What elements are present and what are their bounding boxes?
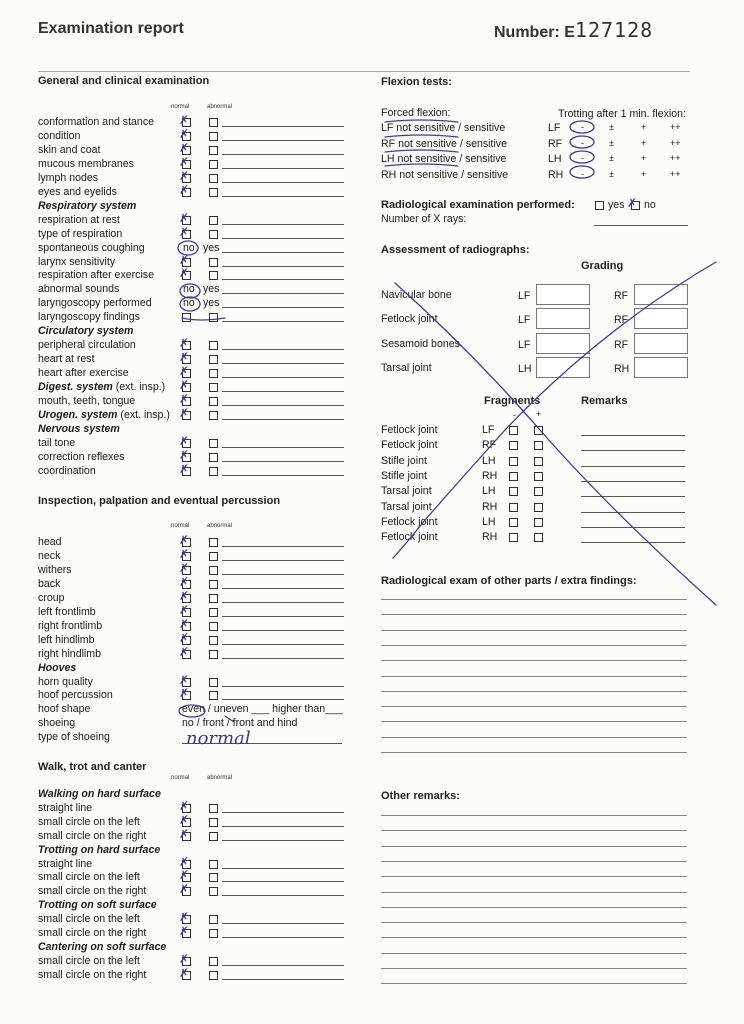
check-mark-icon: ✗	[179, 616, 190, 631]
fragment-leg-label: RF	[482, 439, 497, 452]
radiological-no-mark-icon: ✗	[627, 196, 638, 210]
strike-diagonal-1	[393, 262, 716, 558]
yes-option[interactable]: yes	[203, 297, 220, 310]
row-label-text: peripheral circulation	[38, 339, 136, 352]
row-label-text: Urogen. system	[38, 408, 118, 421]
fragment-joint-label: Fetlock joint	[381, 439, 438, 452]
row-label-text: respiration after exercise	[38, 269, 154, 282]
radiograph-label: Tarsal joint	[381, 361, 432, 374]
strike-shoeing	[225, 716, 234, 722]
fragments-plus-label: +	[536, 409, 542, 419]
row-label-text: Respiratory system	[38, 199, 137, 212]
fragment-leg-label: RH	[482, 531, 498, 544]
check-mark-icon: ✗	[179, 882, 190, 897]
fragments-label: Fragments	[484, 395, 541, 407]
check-mark-icon: ✗	[179, 392, 190, 406]
flexion-grade-option[interactable]: +	[641, 168, 647, 179]
grading-left-leg: LF	[518, 338, 531, 351]
check-mark-icon: ✗	[179, 533, 190, 547]
strike-diagonal-2	[395, 283, 716, 605]
fragment-joint-label: Fetlock joint	[381, 531, 438, 544]
row-label-text: skin and coat	[38, 143, 101, 156]
number-label: Number: E	[494, 24, 575, 41]
strike-laryngoscopy-findings	[182, 318, 225, 320]
circle-hoof-even	[179, 705, 205, 717]
fragment-joint-label: Fetlock joint	[381, 515, 438, 528]
flexion-circle-lf	[570, 121, 594, 133]
check-mark-icon: ✗	[179, 266, 190, 281]
check-mark-icon: ✗	[179, 868, 190, 883]
row-label-text: croup	[38, 591, 65, 604]
row-label-text: tail tone	[38, 436, 76, 449]
row-label-text: left hindlimb	[38, 633, 95, 646]
check-mark-icon: ✗	[179, 546, 190, 561]
row-label-text: shoeing	[38, 717, 76, 730]
row-label-text: condition	[38, 129, 81, 142]
check-mark-icon: ✗	[179, 433, 190, 448]
check-mark-icon: ✗	[179, 965, 190, 980]
check-mark-icon: ✗	[179, 910, 190, 925]
grading-label: Grading	[581, 260, 624, 272]
fragment-joint-label: Fetlock joint	[381, 424, 438, 436]
check-mark-icon: ✗	[179, 252, 190, 267]
check-mark-icon: ✗	[179, 812, 190, 827]
flexion-strike-lh	[385, 150, 458, 152]
fragment-leg-label: RH	[482, 469, 498, 482]
circle-spontaneous-coughing	[178, 241, 198, 255]
check-mark-icon: ✗	[179, 182, 190, 197]
row-label-text: mucous membranes	[38, 157, 134, 170]
options-text[interactable]: even / uneven ___ higher than___	[182, 703, 343, 716]
flexion-grade-option[interactable]: ±	[609, 153, 614, 163]
grading-right-leg: RF	[614, 290, 629, 302]
flexion-leg-label: RF	[548, 137, 563, 150]
check-mark-icon: ✗	[179, 154, 190, 169]
check-mark-icon: ✗	[179, 210, 190, 225]
flexion-leg-label: LF	[548, 122, 561, 134]
row-label-text: conformation and stance	[38, 116, 155, 128]
check-mark-icon: ✗	[179, 951, 190, 966]
row-label-text: small circle on the left	[38, 913, 140, 926]
fragment-leg-label: RH	[482, 500, 498, 513]
type-of-shoeing-handwriting: normal	[186, 728, 251, 749]
check-mark-icon: ✗	[179, 854, 190, 869]
remarks-label: Remarks	[581, 395, 628, 407]
row-label-text: back	[38, 577, 61, 590]
check-mark-icon: ✗	[179, 798, 190, 813]
check-mark-icon: ✗	[179, 602, 190, 617]
number-value: 127128	[574, 18, 654, 42]
row-label-text: mouth, teeth, tongue	[38, 395, 136, 407]
fragments-minus-label: -	[513, 410, 516, 420]
flexion-grade-option[interactable]: ++	[670, 137, 681, 148]
row-label-text: small circle on the right	[38, 968, 147, 981]
circle-abnormal-sounds	[180, 284, 200, 298]
no-option[interactable]: no	[183, 283, 195, 296]
flexion-grade-option[interactable]: ++	[670, 153, 681, 163]
flexion-forced-option[interactable]: RF not sensitive / sensitive	[381, 137, 507, 150]
grading-right-leg: RF	[614, 314, 629, 327]
no-option[interactable]: no	[183, 297, 195, 310]
row-label-text: abnormal sounds	[38, 283, 120, 296]
row-label: type of shoeing	[38, 731, 110, 744]
flexion-grade-option[interactable]: ++	[670, 168, 681, 179]
other-remarks-heading: Other remarks:	[381, 790, 460, 802]
inspection-col-normal: normal	[171, 523, 190, 529]
check-mark-icon: ✗	[179, 126, 190, 141]
row-label-text: Digest. system	[38, 381, 113, 394]
check-mark-icon: ✗	[179, 588, 190, 603]
row-label-text: heart after exercise	[38, 367, 129, 380]
check-mark-icon: ✗	[179, 168, 190, 183]
fragment-leg-label: LH	[482, 485, 496, 498]
row-label-text: eyes and eyelids	[38, 185, 117, 198]
assessment-heading: Assessment of radiographs:	[381, 244, 530, 256]
flexion-circle-lh	[570, 151, 594, 163]
check-mark-icon: ✗	[179, 336, 190, 351]
check-mark-icon: ✗	[179, 672, 190, 687]
flexion-forced-option[interactable]: LH not sensitive / sensitive	[381, 153, 507, 165]
row-label-suffix: (ext. insp.)	[112, 381, 166, 394]
flexion-grade-option[interactable]: +	[641, 153, 647, 163]
check-mark-icon: ✗	[179, 644, 190, 659]
row-label-text: small circle on the left	[38, 871, 140, 884]
circle-laryngoscopy	[180, 297, 200, 311]
flexion-grade-option[interactable]: +	[641, 122, 647, 132]
flexion-grade-option[interactable]: ±	[609, 168, 614, 179]
row-label-text: Cantering on soft surface	[38, 940, 167, 953]
options-text[interactable]: no / front / front and hind	[182, 717, 298, 730]
fragment-leg-label: LF	[482, 424, 495, 436]
check-mark-icon: ✗	[179, 686, 190, 701]
check-mark-icon: ✗	[179, 560, 190, 575]
radiograph-label: Navicular bone	[381, 289, 452, 301]
check-mark-icon: ✗	[179, 224, 190, 239]
row-label-text: laryngoscopy findings	[38, 311, 140, 324]
xrays-label: Number of X rays:	[381, 213, 467, 225]
grading-left-leg: LF	[518, 290, 531, 302]
check-mark-icon: ✗	[179, 924, 190, 938]
flexion-grade-option[interactable]: +	[641, 137, 647, 148]
inspection-heading: Inspection, palpation and eventual percussion	[38, 495, 281, 507]
flexion-grade-option[interactable]: -	[581, 168, 584, 179]
row-label-text: small circle on the right	[38, 885, 147, 898]
row-label-text: type of respiration	[38, 227, 123, 240]
fragment-leg-label: LH	[482, 454, 496, 467]
grading-left-leg: LF	[518, 314, 531, 327]
flexion-leg-label: RH	[548, 168, 564, 181]
flexion-grade-option[interactable]: -	[581, 153, 584, 163]
row-label-text: right hindlimb	[38, 647, 102, 660]
walk-col-normal: normal	[171, 775, 190, 781]
row-label-text: Nervous system	[38, 422, 120, 435]
flexion-circle-rh	[570, 166, 594, 178]
row-label-text: correction reflexes	[38, 450, 125, 463]
grading-right-leg: RH	[614, 362, 630, 375]
row-label-text: withers	[38, 563, 72, 576]
general-col-normal: normal	[171, 104, 190, 110]
yes-option[interactable]: yes	[203, 283, 220, 296]
flexion-circle-rf	[570, 136, 594, 148]
flexion-grade-option[interactable]: ++	[670, 122, 681, 132]
row-label-text: right frontlimb	[38, 619, 103, 632]
flexion-forced-option[interactable]: RH not sensitive / sensitive	[381, 168, 509, 181]
row-label-text: straight line	[38, 857, 93, 870]
row-label-text: laryngoscopy performed	[38, 297, 152, 310]
row-label-text: larynx sensitivity	[38, 255, 116, 268]
general-heading: General and clinical examination	[38, 75, 210, 87]
row-label-text: hoof percussion	[38, 689, 113, 702]
other-parts-heading: Radiological exam of other parts / extra findings:	[381, 575, 637, 587]
no-option[interactable]: no	[183, 241, 195, 254]
flexion-grade-option[interactable]: -	[581, 137, 584, 148]
grading-right-leg: RF	[614, 338, 629, 351]
check-mark-icon: ✗	[179, 378, 190, 393]
row-label-text: horn quality	[38, 675, 93, 688]
radiograph-label: Sesamoid bones	[381, 337, 460, 350]
flexion-leg-label: LH	[548, 153, 562, 165]
flexion-grade-option[interactable]: -	[581, 122, 584, 132]
flexion-forced-option[interactable]: LF not sensitive / sensitive	[381, 122, 506, 134]
walk-col-abnormal: abnormal	[207, 775, 233, 781]
row-label-text: Hooves	[38, 661, 77, 674]
row-label-text: left frontlimb	[38, 605, 96, 618]
fragment-leg-label: LH	[482, 515, 496, 528]
row-label-text: Trotting on hard surface	[38, 843, 161, 856]
row-label-text: small circle on the right	[38, 927, 147, 939]
inspection-col-abnormal: abnormal	[207, 523, 233, 529]
row-label-text: Walking on hard surface	[38, 788, 161, 800]
row-label-text: hoof shape	[38, 703, 91, 716]
yes-option[interactable]: yes	[203, 241, 220, 254]
row-label-text: respiration at rest	[38, 213, 120, 226]
walk-heading: Walk, trot and canter	[38, 761, 147, 773]
grading-left-leg: LH	[518, 362, 532, 375]
flexion-heading: Flexion tests:	[381, 76, 452, 88]
row-label-text: Trotting on soft surface	[38, 899, 157, 912]
report-title: Examination report	[38, 20, 184, 37]
row-label-text: small circle on the right	[38, 829, 147, 842]
check-mark-icon: ✗	[179, 574, 190, 589]
fragment-joint-label: Tarsal joint	[381, 485, 432, 498]
fragment-joint-label: Stifle joint	[381, 469, 427, 482]
flexion-grade-option[interactable]: ±	[609, 137, 614, 148]
check-mark-icon: ✗	[179, 630, 190, 645]
check-mark-icon: ✗	[179, 350, 190, 365]
radiological-yes-label: yes	[608, 199, 625, 211]
row-label-text: head	[38, 536, 62, 548]
row-label-text: coordination	[38, 464, 96, 477]
check-mark-icon: ✗	[179, 364, 190, 379]
row-label-text: Circulatory system	[38, 325, 134, 338]
flexion-strike-lf	[385, 120, 458, 122]
row-label-text: neck	[38, 549, 61, 562]
check-mark-icon: ✗	[179, 113, 190, 127]
check-mark-icon: ✗	[179, 140, 190, 155]
row-label-text: heart at rest	[38, 353, 95, 366]
row-label-text: small circle on the left	[38, 815, 140, 828]
fragment-joint-label: Tarsal joint	[381, 500, 432, 513]
radiograph-label: Fetlock joint	[381, 313, 438, 326]
forced-flexion-label: Forced flexion:	[381, 107, 451, 119]
check-mark-icon: ✗	[179, 447, 190, 462]
check-mark-icon: ✗	[179, 405, 190, 420]
row-label-text: spontaneous coughing	[38, 241, 145, 254]
row-label-text: small circle on the left	[38, 954, 140, 967]
flexion-strike-rf	[385, 135, 458, 137]
general-col-abnormal: abnormal	[207, 104, 233, 110]
check-mark-icon: ✗	[179, 826, 190, 841]
trotting-label: Trotting after 1 min. flexion:	[558, 108, 686, 120]
radiological-no-label: no	[644, 199, 656, 211]
flexion-grade-option[interactable]: ±	[609, 122, 614, 132]
check-mark-icon: ✗	[179, 461, 190, 476]
flexion-strike-rh	[385, 164, 458, 166]
row-label-text: lymph nodes	[38, 171, 99, 184]
fragment-joint-label: Stifle joint	[381, 454, 427, 467]
row-label-suffix: (ext. insp.)	[117, 408, 170, 421]
row-label-text: straight line	[38, 801, 93, 814]
radiological-heading: Radiological examination performed:	[381, 199, 575, 211]
